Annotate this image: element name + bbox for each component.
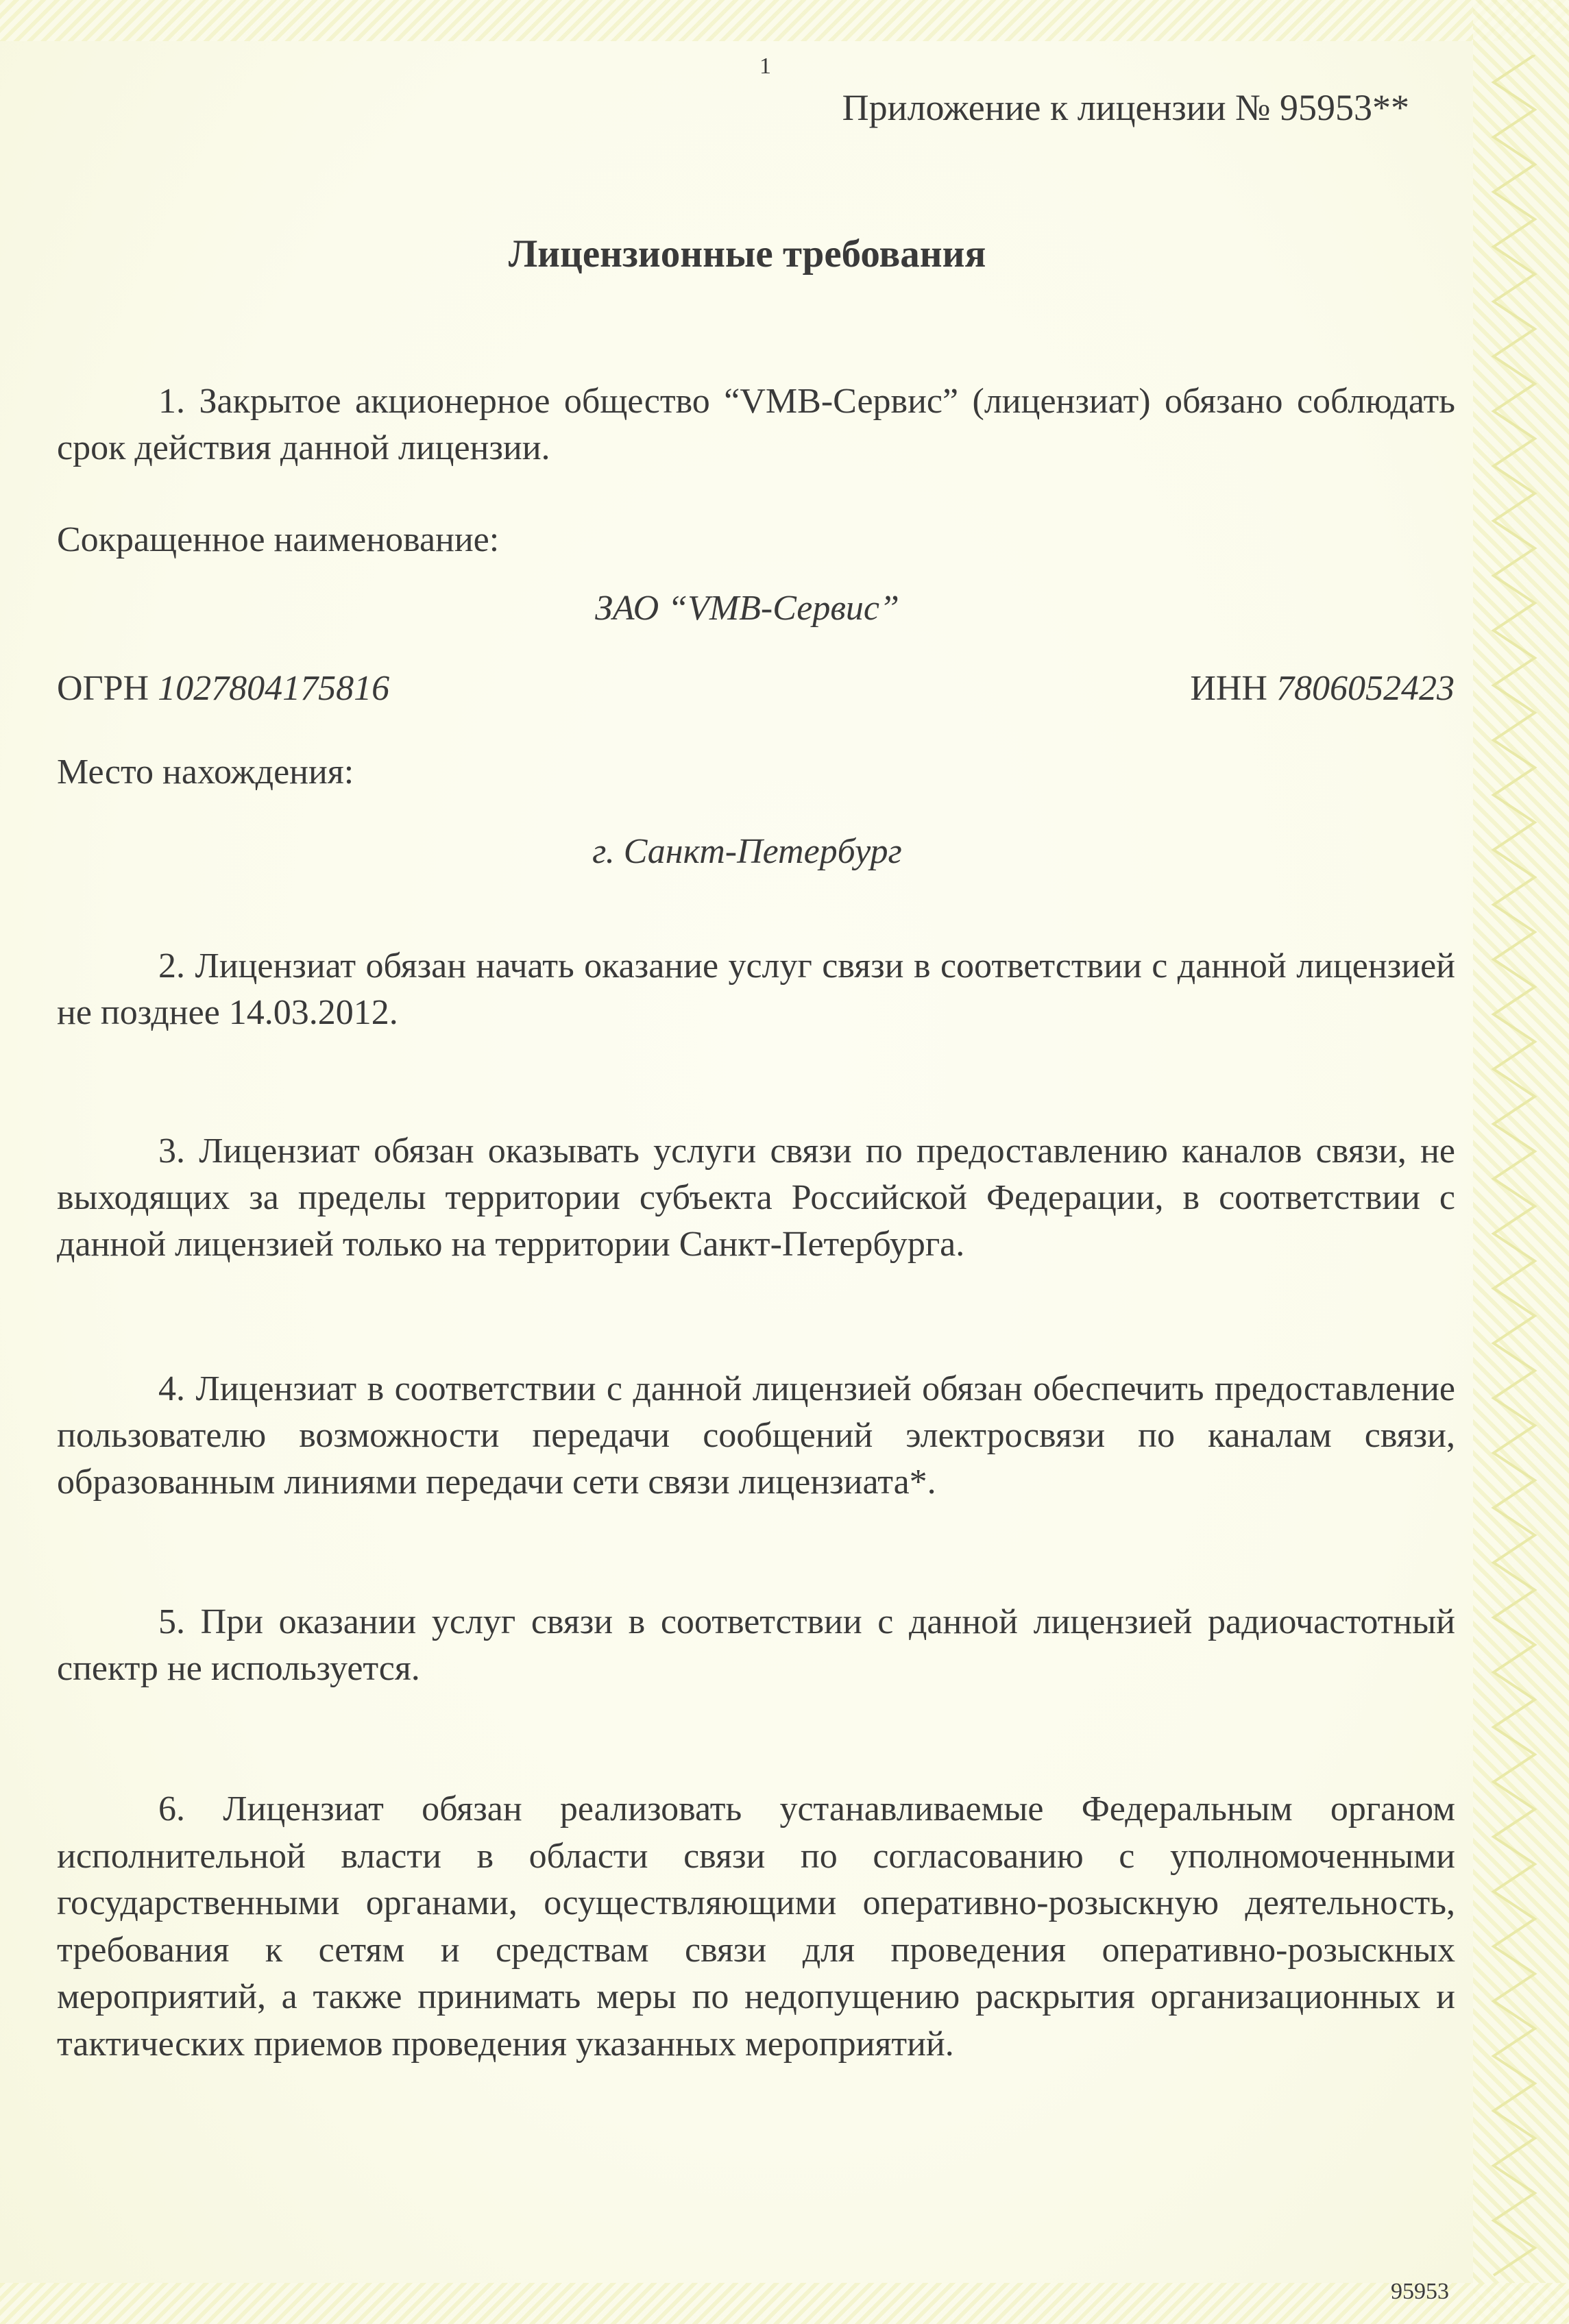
ogrn-label: ОГРН <box>57 669 149 708</box>
inn-value: 7806052423 <box>1276 669 1455 708</box>
license-appendix-header: Приложение к лицензии № 95953** <box>842 87 1409 128</box>
page-number: 1 <box>759 53 771 79</box>
serial-number: 95953 <box>1391 2279 1449 2304</box>
requirement-1: 1. Закрытое акционерное общество “VMB-Сервис” (лицензиат) обязано соблюдать срок действия данной лицензии. <box>57 382 1455 467</box>
security-border-top <box>0 0 1569 41</box>
requirement-4: 4. Лицензиат в соответствии с данной лицензией обязан обеспечить предоставление пользователю возможности передачи сообщений электросвязи по каналам связи, образованным линиями передачи сети связи лицензиата*. <box>57 1369 1455 1502</box>
security-border-bottom <box>0 2283 1569 2324</box>
location-value: г. Санкт-Петербург <box>592 832 902 871</box>
short-name-value: ЗАО “VMB-Сервис” <box>595 589 899 628</box>
inn-label: ИНН <box>1190 669 1267 708</box>
security-pattern <box>1487 55 1542 2289</box>
document-title: Лицензионные требования <box>508 232 986 276</box>
inn-field <box>1190 668 1455 709</box>
requirement-3: 3. Лицензиат обязан оказывать услуги связи по предоставлению каналов связи, не выходящих за пределы территории субъекта Российской Федерации, в соответствии с данной лицензией только на территории Санкт-Петербурга. <box>57 1132 1455 1264</box>
requirement-6: 6. Лицензиат обязан реализовать устанавливаемые Федеральным органом исполнительной власти в области связи по согласованию с уполномоченными государственными органами, осуществляющими оперативно-розыскную деятельность, требования к сетям и средствам связи для проведения оперативно-розыскных мероприятий, а также принимать меры по недопущению раскрытия организационных и тактических приемов проведения указанных мероприятий. <box>57 1789 1455 2064</box>
short-name-label: Сокращенное наименование: <box>57 520 500 559</box>
ogrn-field <box>57 668 389 709</box>
location-label: Место нахождения: <box>57 753 354 792</box>
requirement-2: 2. Лицензиат обязан начать оказание услуг связи в соответствии с данной лицензией не позднее 14.03.2012. <box>57 946 1455 1032</box>
ogrn-value: 1027804175816 <box>158 669 390 708</box>
requirement-5: 5. При оказании услуг связи в соответствии с данной лицензией радиочастотный спектр не используется. <box>57 1602 1455 1688</box>
